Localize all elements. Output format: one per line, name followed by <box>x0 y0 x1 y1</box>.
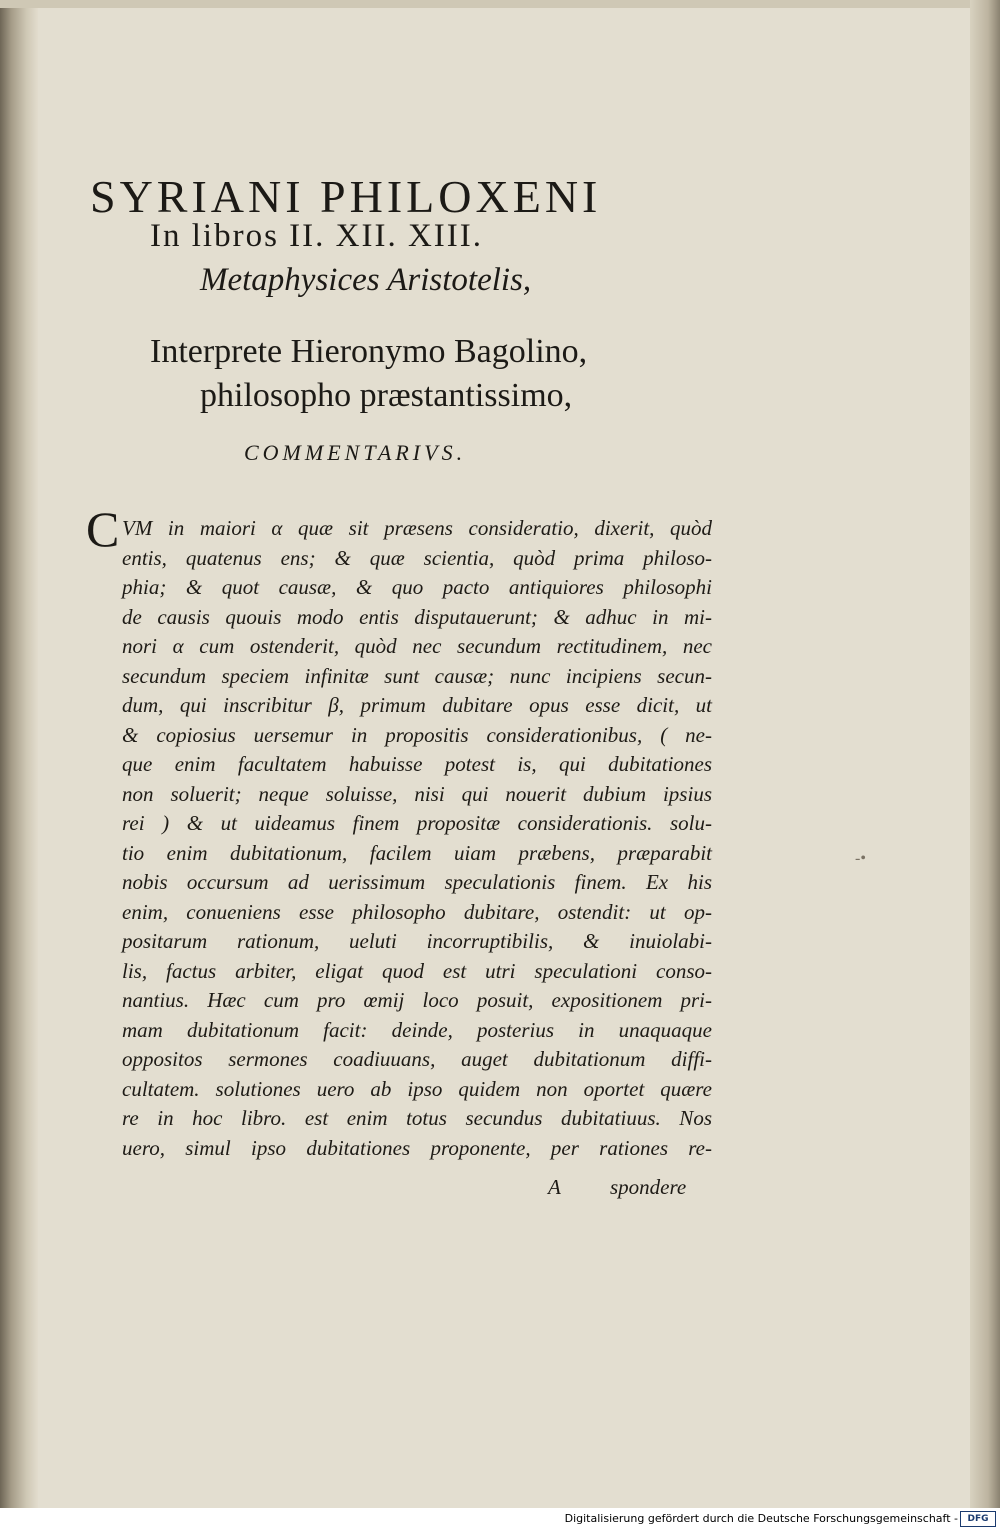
title-author: SYRIANI PHILOXENI <box>90 171 602 222</box>
body-line: dum, qui inscribitur β, primum dubitare opus esse dicit, ut <box>122 693 712 717</box>
body-line: mam dubitationum facit: deinde, posterius in unaquaque <box>122 1017 712 1042</box>
body-line: rei ) & ut uideamus finem propositæ considerationis. solu- <box>122 811 712 835</box>
footer-credit: Digitalisierung gefördert durch die Deutsche Forschungsgemeinschaft - <box>564 1512 958 1525</box>
body-line: re in hoc libro. est enim totus secundus dubitatiuus. Nos <box>122 1106 712 1130</box>
margin-mark: -• <box>855 850 866 867</box>
body-line: de causis quouis modo entis disputauerunt; & adhuc in mi- <box>122 604 712 629</box>
title-books: In libros II. XII. XIII. <box>150 218 483 254</box>
page-fore-edge <box>970 0 1000 1510</box>
dfg-logo: DFG <box>960 1511 996 1527</box>
body-line: nobis occursum ad uerissimum speculationis finem. Ex his <box>122 870 712 894</box>
signature-mark: A <box>548 1175 561 1199</box>
title-commentarius: COMMENTARIVS. <box>244 440 467 465</box>
body-line: oppositos sermones coadiuuans, auget dubitationum diffi- <box>122 1047 712 1071</box>
catchword: spondere <box>610 1175 687 1199</box>
body-line: nantius. Hæc cum pro œmij loco posuit, expositionem pri- <box>122 988 712 1012</box>
drop-capital: C <box>86 501 120 557</box>
title-work: Metaphysices Aristotelis, <box>200 262 532 298</box>
body-text <box>122 514 712 1163</box>
digitization-footer <box>0 1508 1000 1529</box>
body-line: & copiosius uersemur in propositis considerationibus, ( ne- <box>122 722 712 747</box>
body-line: que enim facultatem habuisse potest is, qui dubitationes <box>122 752 712 776</box>
body-line: uero, simul ipso dubitationes proponente, per rationes re- <box>122 1135 712 1160</box>
book-spine-edge <box>0 0 38 1510</box>
body-line: cultatem. solutiones uero ab ipso quidem non oportet quære <box>122 1076 712 1101</box>
title-interpreter: Interprete Hieronymo Bagolino, <box>150 333 588 370</box>
body-line: nori α cum ostenderit, quòd nec secundum rectitudinem, nec <box>122 634 712 658</box>
body-line: enim, conueniens esse philosopho dubitare, ostendit: ut op- <box>122 899 712 924</box>
body-line: lis, factus arbiter, eligat quod est utri speculationi conso- <box>122 958 712 983</box>
body-line: non soluerit; neque soluisse, nisi qui nouerit dubium ipsius <box>122 781 712 806</box>
body-line: secundum speciem infinitæ sunt causæ; nunc incipiens secun- <box>122 663 712 688</box>
body-line: VM in maiori α quæ sit præsens consideratio, dixerit, quòd <box>122 516 712 540</box>
top-edge <box>0 0 1000 8</box>
body-line: positarum rationum, ueluti incorruptibilis, & inuiolabi- <box>122 929 712 953</box>
body-line: entis, quatenus ens; & quæ scientia, quòd prima philoso- <box>122 545 712 570</box>
body-line: phia; & quot causæ, & quo pacto antiquiores philosophi <box>122 575 712 599</box>
title-interpreter-epithet: philosopho præstantissimo, <box>200 377 573 414</box>
body-line: tio enim dubitationum, facilem uiam præbens, præparabit <box>122 840 712 865</box>
